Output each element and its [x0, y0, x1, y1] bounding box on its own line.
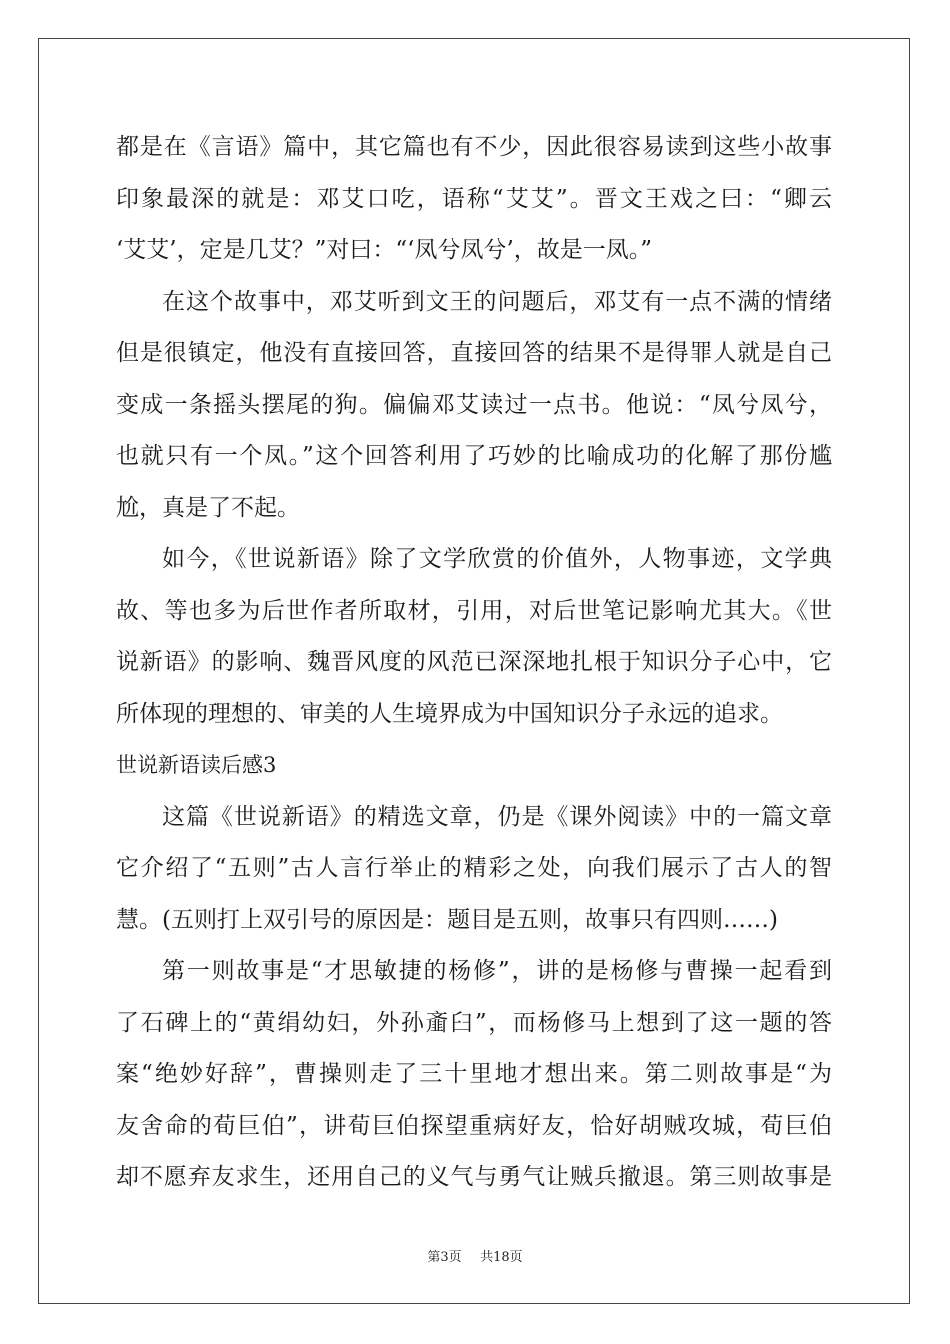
text-line: 也就只有一个凤。”这个回答利用了巧妙的比喻成功的化解了那份尴 — [116, 443, 832, 469]
text-line: 如今，《世说新语》除了文学欣赏的价值外，人物事迹，文学典 — [162, 546, 832, 572]
text-line: ‘艾艾’，定是几艾？”对曰：“‘凤兮凤兮’，故是一凤。” — [116, 237, 653, 263]
text-line: 说新语》的影响、魏晋风度的风范已深深地扎根于知识分子心中，它 — [116, 649, 832, 675]
section-heading: 世说新语读后感3 — [116, 753, 277, 777]
text-line: 在这个故事中，邓艾听到文王的问题后，邓艾有一点不满的情绪 — [162, 288, 832, 315]
text-line: 故、等也多为后世作者所取材，引用，对后世笔记影响尤其大。《世 — [116, 597, 832, 624]
text-line: 这篇《世说新语》的精选文章，仍是《课外阅读》中的一篇文章 — [162, 803, 832, 830]
text-line: 友舍命的荀巨伯”，讲荀巨伯探望重病好友，恰好胡贼攻城，荀巨伯 — [116, 1112, 832, 1139]
text-line: 慧。(五则打上双引号的原因是：题目是五则，故事只有四则……) — [116, 906, 778, 933]
text-line: 了石碑上的“黄绢幼妇，外孙齑臼”，而杨修马上想到了这一题的答 — [116, 1009, 832, 1036]
text-line: 尬，真是了不起。 — [116, 494, 300, 521]
text-line: 都是在《言语》篇中，其它篇也有不少，因此很容易读到这些小故事 — [116, 134, 832, 160]
text-line: 但是很镇定，他没有直接回答，直接回答的结果不是得罪人就是自己 — [116, 340, 832, 366]
text-line: 它介绍了“五则”古人言行举止的精彩之处，向我们展示了古人的智 — [116, 855, 832, 881]
page-number: 第3页 — [427, 1250, 462, 1265]
total-pages: 共18页 — [480, 1250, 523, 1265]
document-body — [116, 122, 832, 1204]
text-line: 所体现的理想的、审美的人生境界成为中国知识分子永远的追求。 — [116, 700, 783, 727]
page-footer — [0, 1246, 950, 1265]
text-line: 第一则故事是“才思敏捷的杨修”，讲的是杨修与曹操一起看到 — [162, 958, 832, 984]
text-line: 却不愿弃友求生，还用自己的义气与勇气让贼兵撤退。第三则故事是 — [116, 1164, 832, 1190]
text-line: 变成一条摇头摆尾的狗。偏偏邓艾读过一点书。他说：“凤兮凤兮， — [116, 391, 832, 418]
text-line: 印象最深的就是：邓艾口吃，语称“艾艾”。晋文王戏之曰：“卿云 — [116, 185, 832, 212]
text-line: 案“绝妙好辞”，曹操则走了三十里地才想出来。第二则故事是“为 — [116, 1061, 832, 1087]
